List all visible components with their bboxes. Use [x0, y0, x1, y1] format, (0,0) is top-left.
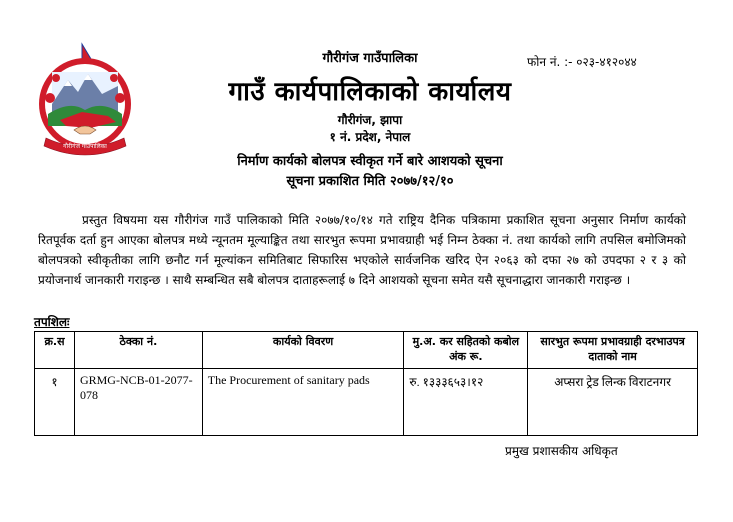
signature-title: प्रमुख प्रशासकीय अधिकृत — [505, 444, 618, 458]
notice-paragraph: प्रस्तुत विषयमा यस गौरीगंज गाउँ पालिकाको मिति २०७७/१०/१४ गते राष्ट्रिय दैनिक पत्रिकामा प्रकाशित सूचना अनुसार निर्माण कार्यको रितपूर्वक दर्ता हुन आएका बोलपत्र मध्ये न्यूनतम मूल्याङ्कित तथा सारभुत रूपमा प्रभावग्राही भई निम्न ठेक्का नं. तथा कार्यको लागि तपसिल बमोजिमको बोलपत्रको स्वीकृतीका लागि छनौट गर्न मूल्यांकन समितिबाट सिफारिस भएकोले सार्वजनिक खरिद ऐन २०६३ को दफा २७ को उपदफा २ र ३ को प्रयोजनार्थ जानकारी गराइन्छ । साथै सम्बन्धित सबै बोलपत्र दाताहरूलाई ७ दिने आशयको सूचना समेत यसै सूचनाद्धारा जानकारी गराइन्छ । — [38, 213, 686, 287]
address-line-1: गौरीगंज, झापा — [337, 113, 403, 127]
municipality-emblem — [30, 42, 140, 158]
col-header-sn: क्र.स — [35, 332, 75, 369]
page-title: गाउँ कार्यपालिकाको कार्यालय — [228, 77, 512, 107]
bid-table — [34, 331, 698, 436]
address-line-2: १ नं. प्रदेश, नेपाल — [329, 130, 411, 144]
published-date: सूचना प्रकाशित मिति २०७७/१२/१० — [286, 174, 454, 189]
phone-number: फोन नं. :- ०२३-४१२०४४ — [527, 55, 637, 69]
col-header-work-description: कार्यको विवरण — [202, 332, 404, 369]
cell-bid-amount: रु. १३३३६५३।१२ — [404, 369, 528, 436]
col-header-bid-amount: मु.अ. कर सहितको कबोल अंक रू. — [404, 332, 528, 369]
emblem-caption: गौरीगंज गाउँपालिका — [63, 143, 107, 150]
table-row — [35, 369, 698, 436]
cell-bidder-name: अप्सरा ट्रेड लिन्क विराटनगर — [528, 369, 698, 436]
table-header-row — [35, 332, 698, 369]
col-header-contract-no: ठेक्का नं. — [74, 332, 202, 369]
table-caption: तपशिलः — [34, 315, 70, 329]
cell-contract-no: GRMG-NCB-01-2077-078 — [74, 369, 202, 436]
cell-sn: १ — [35, 369, 75, 436]
office-name: गौरीगंज गाउँपालिका — [322, 51, 418, 66]
col-header-bidder-name: सारभुत रूपमा प्रभावग्राही दरभाउपत्र दाताको नाम — [528, 332, 698, 369]
notice-subject: निर्माण कार्यको बोलपत्र स्वीकृत गर्ने बारे आशयको सूचना — [237, 154, 503, 169]
cell-work-description: The Procurement of sanitary pads — [202, 369, 404, 436]
